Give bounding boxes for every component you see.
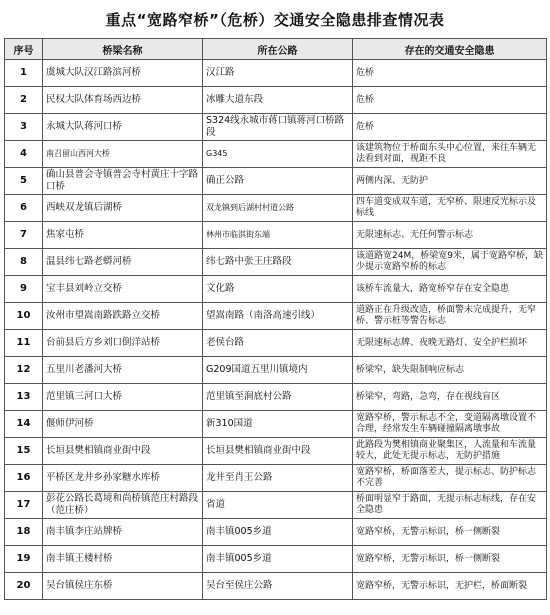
road-cell: 确正公路 [203,168,353,195]
table-row [5,249,547,276]
header-hazard: 存在的交通安全隐患 [353,39,547,60]
road-cell: 老侯台路 [203,330,353,357]
row-number: 9 [5,276,43,303]
table-row [5,87,547,114]
table-row [5,492,547,519]
table-row [5,168,547,195]
table-row [5,519,547,546]
bridge-name-cell: 吴台镇侯庄东桥 [43,573,203,600]
row-number: 17 [5,492,43,519]
bridge-name-cell: 南丰镇王楼村桥 [43,546,203,573]
hazard-cell: 无限速标志牌、夜晚无路灯、安全护栏损坏 [353,330,547,357]
hazard-cell: 宽路窄桥，桥面落差大，提示标志、防护标志不完善 [353,465,547,492]
bridge-name-cell: 焦家屯桥 [43,222,203,249]
bridge-name-cell: 宝丰县刘岭立交桥 [43,276,203,303]
hazard-table [4,38,547,600]
road-cell: S324线永城市蒋口镇蒋河口桥路段 [203,114,353,141]
table-row [5,573,547,600]
table-row [5,303,547,330]
row-number: 3 [5,114,43,141]
road-cell: G209国道五里川镇境内 [203,357,353,384]
hazard-cell: 两侧内深、无防护 [353,168,547,195]
row-number: 10 [5,303,43,330]
road-cell: 林州市临淇街东端 [203,222,353,249]
hazard-cell: 无限速标志、无任何警示标志 [353,222,547,249]
road-cell: G345 [203,141,353,168]
hazard-cell: 桥梁窄，缺失限制响应标志 [353,357,547,384]
hazard-cell: 危桥 [353,114,547,141]
table-row [5,195,547,222]
table-body [5,60,547,600]
hazard-cell: 宽路窄桥，警示标志不全，变道隔离墩设置不合理，经常发生车辆碰撞隔离墩事故 [353,411,547,438]
table-row [5,60,547,87]
page-title: 重点“宽路窄桥”（危桥）交通安全隐患排查情况表 [105,11,445,29]
bridge-name-cell: 南丰镇李庄站牌桥 [43,519,203,546]
table-row [5,411,547,438]
bridge-name-cell: 永城大队蒋河口桥 [43,114,203,141]
table-row [5,357,547,384]
road-cell: 吴台至侯庄公路 [203,573,353,600]
header-bridge-name: 桥梁名称 [43,39,203,60]
hazard-cell: 此路段为樊相镇商业聚集区，人流量和车流量较大，此处无提示标志，无防护措施 [353,438,547,465]
hazard-cell: 桥面明显窄于路面，无提示标志标线，存在安全隐患 [353,492,547,519]
table-row [5,384,547,411]
road-cell: 汉江路 [203,60,353,87]
road-cell: 新310国道 [203,411,353,438]
bridge-name-cell: 台前县后方乡刘口倒洋站桥 [43,330,203,357]
road-cell: 南丰镇005乡道 [203,546,353,573]
road-cell: 龙井至肖王公路 [203,465,353,492]
row-number: 18 [5,519,43,546]
table-row [5,546,547,573]
bridge-name-cell: 平桥区龙井乡孙家糖水库桥 [43,465,203,492]
table-row [5,438,547,465]
road-cell: 省道 [203,492,353,519]
table-row [5,141,547,168]
row-number: 8 [5,249,43,276]
bridge-name-cell: 西峡双龙镇后湖桥 [43,195,203,222]
row-number: 1 [5,60,43,87]
row-number: 11 [5,330,43,357]
row-number: 19 [5,546,43,573]
header-road: 所在公路 [203,39,353,60]
table-row [5,222,547,249]
hazard-cell: 危桥 [353,87,547,114]
bridge-name-cell: 范里镇三河口大桥 [43,384,203,411]
row-number: 16 [5,465,43,492]
row-number: 13 [5,384,43,411]
table-row [5,465,547,492]
bridge-name-cell: 温县纬七路老蟒河桥 [43,249,203,276]
bridge-name-cell: 彭花公路长葛境和尚桥镇范庄村路段（范庄桥） [43,492,203,519]
road-cell: 文化路 [203,276,353,303]
bridge-name-cell: 五里川老潘河大桥 [43,357,203,384]
road-cell: 长垣县樊相镇商业街中段 [203,438,353,465]
row-number: 2 [5,87,43,114]
header-no: 序号 [5,39,43,60]
bridge-name-cell: 民权大队体育场西边桥 [43,87,203,114]
road-cell: 望嵩南路（南洛高速引线） [203,303,353,330]
row-number: 15 [5,438,43,465]
hazard-cell: 道路正在升级改造，桥面警未完成提升，无窄桥、警示桩等警告标志 [353,303,547,330]
road-cell: 南丰镇005乡道 [203,519,353,546]
bridge-name-cell: 偃师伊河桥 [43,411,203,438]
hazard-cell: 宽路窄桥，无警示标识，桥一侧断裂 [353,546,547,573]
row-number: 5 [5,168,43,195]
bridge-name-cell: 长垣县樊相镇商业街中段 [43,438,203,465]
bridge-name-cell: 南召留山西河大桥 [43,141,203,168]
hazard-cell: 宽路窄桥，无警示标识，桥一侧断裂 [353,519,547,546]
hazard-cell: 该桥车流量大，路宽桥窄存在安全隐患 [353,276,547,303]
hazard-cell: 桥梁窄，弯路，急弯，存在视线盲区 [353,384,547,411]
hazard-cell: 该道路宽24M，桥梁宽9米，属于宽路窄桥，缺少提示宽路窄桥的标志 [353,249,547,276]
row-number: 12 [5,357,43,384]
hazard-cell: 危桥 [353,60,547,87]
row-number: 6 [5,195,43,222]
road-cell: 范里镇至涧底村公路 [203,384,353,411]
table-row [5,114,547,141]
row-number: 14 [5,411,43,438]
table-row [5,330,547,357]
road-cell: 冰雕大道东段 [203,87,353,114]
road-cell: 纬七路中张王庄路段 [203,249,353,276]
bridge-name-cell: 汝州市望嵩南路跌路立交桥 [43,303,203,330]
table-header-row [5,39,547,60]
row-number: 4 [5,141,43,168]
bridge-name-cell: 虞城大队汉江路滨河桥 [43,60,203,87]
hazard-cell: 四车道变成双车道，无窄桥、限速反光标示及标线 [353,195,547,222]
bridge-name-cell: 确山县普会寺镇普会寺村黄庄十字路口桥 [43,168,203,195]
row-number: 20 [5,573,43,600]
road-cell: 双龙镇到后湖村村道公路 [203,195,353,222]
table-row [5,276,547,303]
row-number: 7 [5,222,43,249]
hazard-cell: 该建筑物位于桥面东头中心位置，来往车辆无法看到对面，视距不良 [353,141,547,168]
hazard-cell: 宽路窄桥，无警示标识，无护栏，桥面断裂 [353,573,547,600]
